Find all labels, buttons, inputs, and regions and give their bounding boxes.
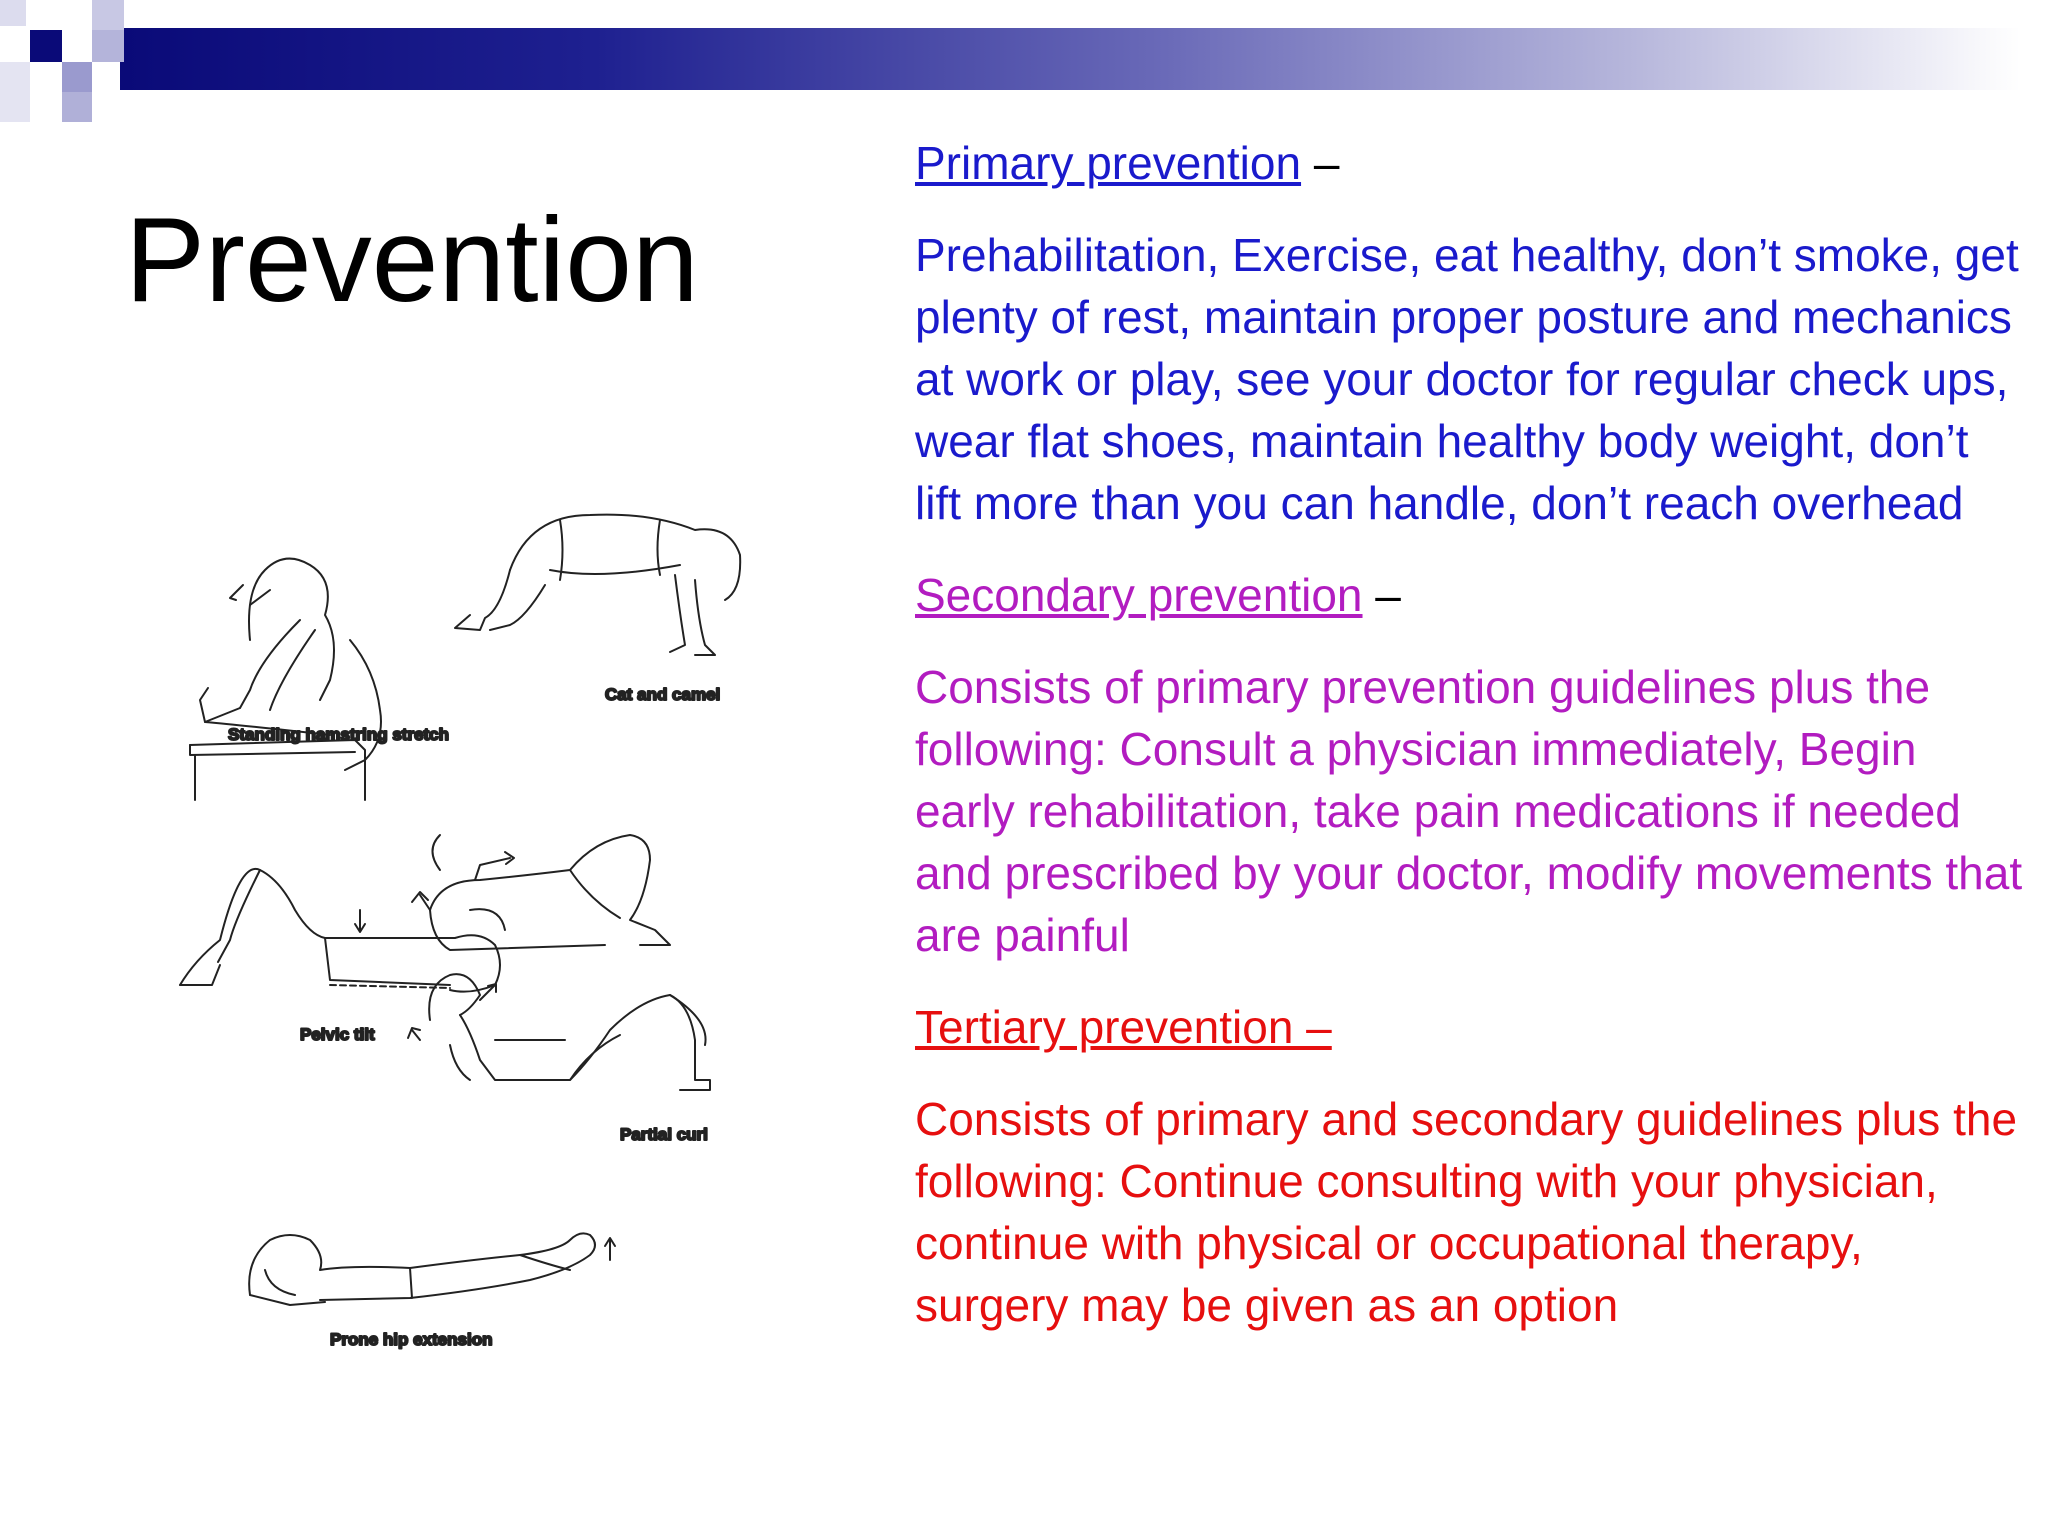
secondary-heading (915, 564, 2025, 626)
primary-dash: – (1301, 137, 1340, 189)
caption-hamstring: Standing hamstring stretch (228, 725, 450, 744)
prone-hip-extension-figure (249, 1233, 615, 1305)
exercise-drawing (150, 440, 850, 1370)
primary-prevention-link[interactable]: Primary prevention (915, 137, 1302, 189)
tertiary-heading (915, 996, 2025, 1058)
slide-title: Prevention (125, 193, 699, 327)
primary-prevention-text: Prehabilitation, Exercise, eat healthy, don’t smoke, get plenty of rest, maintain proper posture and mechanics at work or play, see your doctor for regular check ups, wear flat shoes, maintain healthy body weight, don’t lift more than you can handle, don’t reach overhead (915, 229, 2019, 529)
primary-heading (915, 132, 2025, 194)
tertiary-prevention-text: Consists of primary and secondary guidelines plus the following: Continue consulting with your physician, continue with physical or occupational therapy, surgery may be given as an option (915, 1093, 2018, 1331)
tertiary-prevention-link[interactable]: Tertiary prevention – (915, 1001, 1332, 1053)
header-square (92, 30, 124, 62)
caption-pelvic-tilt: Pelvic tilt (300, 1025, 375, 1044)
secondary-prevention-text: Consists of primary prevention guidelines plus the following: Consult a physician immediately, Begin early rehabilitation, take pain medications if needed and prescribed by your doctor, modify movements that are painful (915, 661, 2023, 961)
caption-cat-camel: Cat and camel (605, 685, 721, 704)
caption-partial-curl: Partial curl (620, 1125, 708, 1144)
caption-prone-hip: Prone hip extension (330, 1330, 493, 1349)
header-square (62, 92, 92, 122)
header-square (0, 0, 26, 26)
header-gradient-bar (120, 28, 2020, 90)
cat-camel-figure (455, 515, 740, 655)
exercise-illustrations (150, 440, 850, 1370)
secondary-prevention-link[interactable]: Secondary prevention (915, 569, 1363, 621)
knees-to-chest-figure (412, 835, 670, 950)
prevention-content (915, 132, 2025, 1366)
hamstring-stretch-figure (190, 559, 381, 800)
header-square (0, 62, 30, 122)
header-square (92, 0, 124, 30)
header-square (30, 30, 62, 62)
secondary-dash: – (1362, 569, 1401, 621)
header-square (26, 0, 52, 26)
header-square (62, 62, 92, 92)
